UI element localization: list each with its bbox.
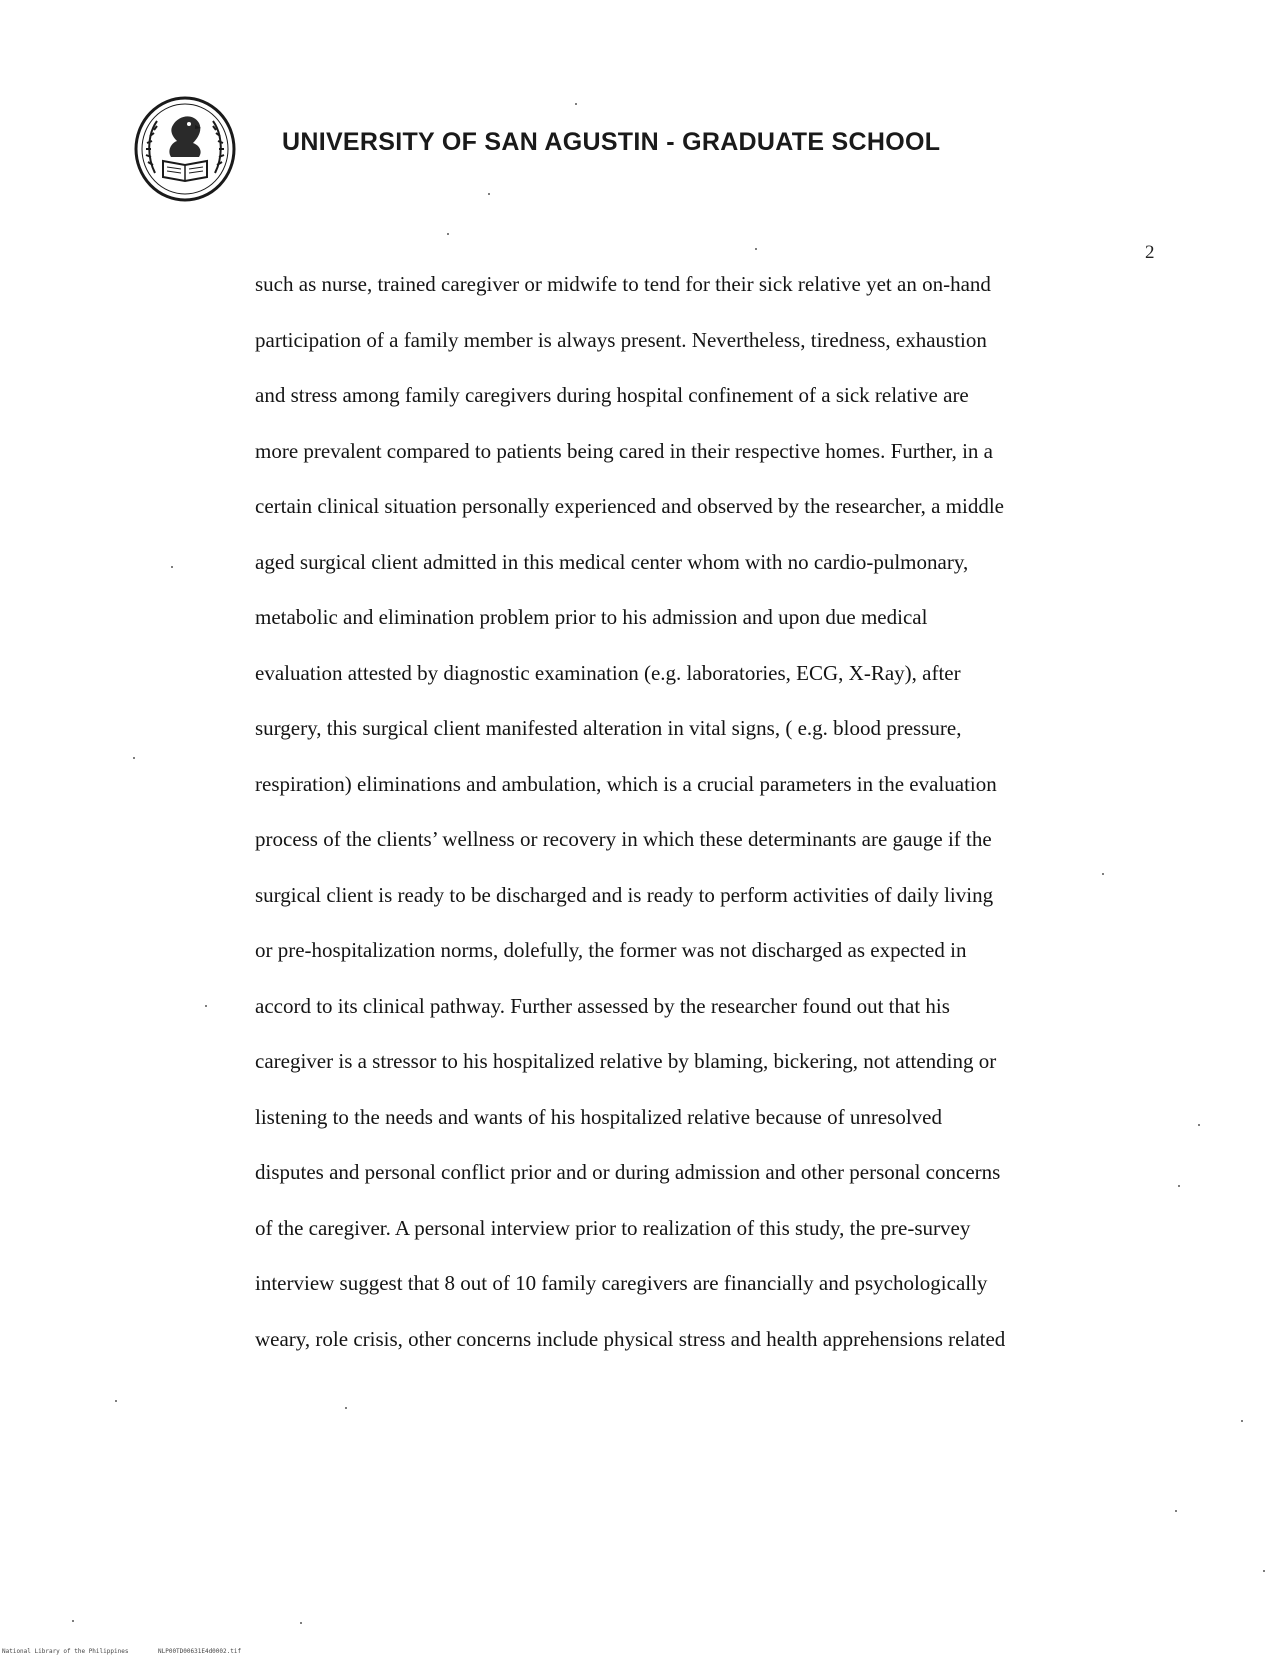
university-seal-icon — [133, 95, 237, 203]
text-line: aged surgical client admitted in this medical center whom with no cardio-pulmonary, — [255, 549, 969, 574]
scan-speck — [1175, 1510, 1177, 1512]
text-line: accord to its clinical pathway. Further assessed by the researcher found out that his — [255, 993, 950, 1018]
body-paragraph — [255, 268, 1155, 1378]
scan-speck — [1198, 1124, 1200, 1126]
scan-speck — [115, 1400, 117, 1402]
scan-speck — [72, 1620, 74, 1622]
text-line: listening to the needs and wants of his hospitalized relative because of unresolved — [255, 1104, 942, 1129]
page-number: 2 — [1145, 242, 1155, 263]
footer-library: National Library of the Philippines — [2, 1648, 129, 1655]
text-line: more prevalent compared to patients being cared in their respective homes. Further, in a — [255, 438, 993, 463]
text-line: and stress among family caregivers during hospital confinement of a sick relative are — [255, 383, 969, 407]
text-line: weary, role crisis, other concerns include physical stress and health apprehensions related — [255, 1326, 1006, 1351]
scan-speck — [133, 757, 135, 759]
text-line: disputes and personal conflict prior and or during admission and other personal concerns — [255, 1160, 1001, 1184]
scan-speck — [345, 1407, 347, 1409]
scan-speck — [205, 1005, 207, 1007]
scan-speck — [575, 103, 577, 105]
scan-speck — [300, 1622, 302, 1624]
scan-speck — [171, 566, 173, 568]
scan-speck — [1178, 1185, 1180, 1187]
scan-speck — [1102, 873, 1104, 875]
text-line: participation of a family member is always present. Nevertheless, tiredness, exhaustion — [255, 327, 987, 352]
institution-header: UNIVERSITY OF SAN AGUSTIN - GRADUATE SCHOOL — [282, 128, 941, 156]
text-line: such as nurse, trained caregiver or midwife to tend for their sick relative yet an on-hand — [255, 272, 991, 296]
text-line: evaluation attested by diagnostic examination (e.g. laboratories, ECG, X-Ray), after — [255, 660, 961, 685]
scan-speck — [1263, 1570, 1265, 1572]
text-line: surgical client is ready to be discharged and is ready to perform activities of daily living — [255, 882, 994, 907]
scan-speck — [447, 233, 449, 235]
text-line: respiration) eliminations and ambulation, which is a crucial parameters in the evaluation — [255, 771, 997, 796]
footer-code: NLP00TD00631E4d0002.tif — [158, 1648, 242, 1655]
text-line: of the caregiver. A personal interview prior to realization of this study, the pre-survey — [255, 1215, 971, 1240]
scan-speck — [755, 248, 757, 250]
text-line: surgery, this surgical client manifested alteration in vital signs, ( e.g. blood pressure, — [255, 716, 962, 740]
scan-speck — [1241, 1420, 1243, 1422]
text-line: or pre-hospitalization norms, dolefully, the former was not discharged as expected in — [255, 938, 967, 962]
text-line: metabolic and elimination problem prior to his admission and upon due medical — [255, 605, 928, 629]
text-line: interview suggest that 8 out of 10 family caregivers are financially and psychologically — [255, 1271, 988, 1295]
text-line: certain clinical situation personally experienced and observed by the researcher, a middle — [255, 494, 1005, 518]
scan-speck — [488, 193, 490, 195]
text-line: process of the clients’ wellness or recovery in which these determinants are gauge if the — [255, 827, 992, 851]
text-line: caregiver is a stressor to his hospitalized relative by blaming, bickering, not attending or — [255, 1049, 997, 1073]
